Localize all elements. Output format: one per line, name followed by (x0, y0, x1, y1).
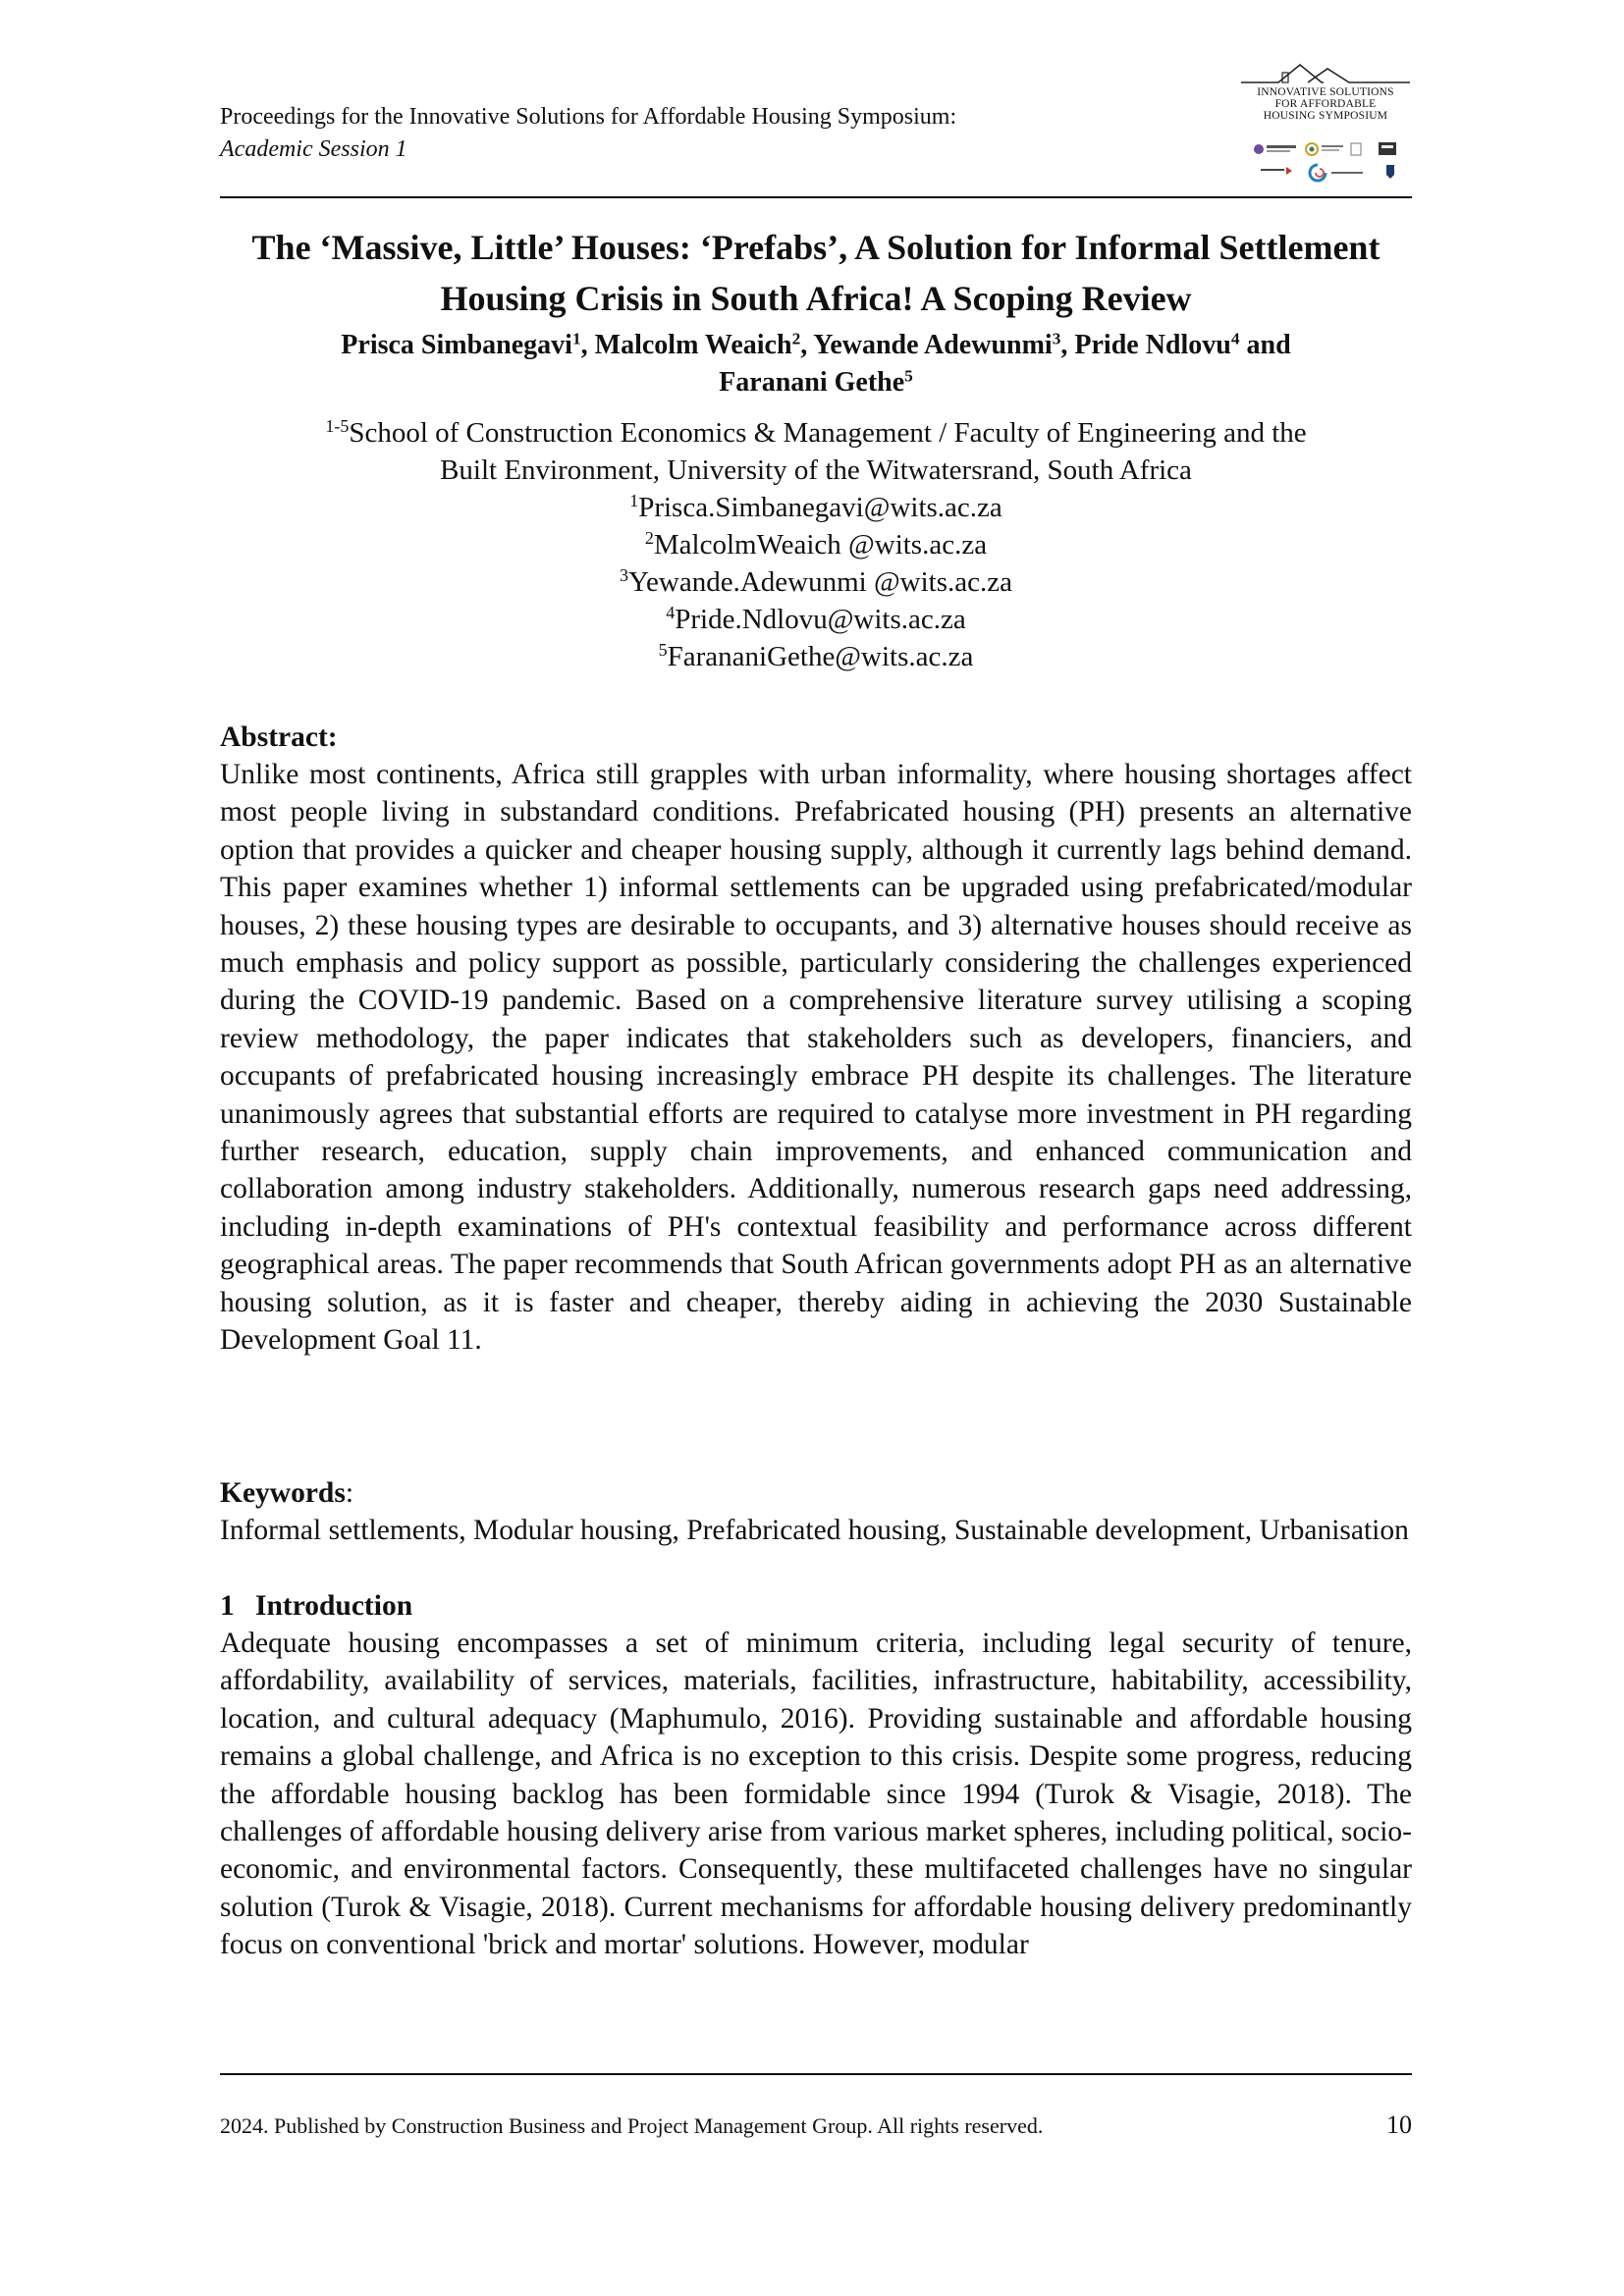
email-address[interactable]: Pride.Ndlovu@wits.ac.za (675, 604, 966, 635)
copyright-footer: 2024. Published by Construction Business and Project Management Group. All rights reserved. (220, 2113, 1044, 2138)
section-number: 1 (220, 1590, 235, 1622)
email-address[interactable]: MalcolmWeaich @wits.ac.za (653, 529, 988, 561)
logo-wordmark: INNOVATIVE SOLUTIONS FOR AFFORDABLE HOUSING SYMPOSIUM (1257, 86, 1394, 122)
keywords-heading: Keywords: (220, 1477, 354, 1509)
section-title: Introduction (255, 1590, 413, 1622)
symposium-logo (1239, 61, 1412, 187)
email-address[interactable]: Prisca.Simbanegavi@wits.ac.za (638, 492, 1002, 523)
sponsor-logos (1249, 139, 1406, 185)
introduction-text: Adequate housing encompasses a set of minimum criteria, including legal security of tenure, affordability, availability of services, materials, facilities, infrastructure, habitability, accessibility, location, and cultural adequacy (Maphumulo, 2016). Providing sustainable and affordable housing remains a global challenge, and Africa is no exception to this crisis. Despite some progress, reducing the affordable housing backlog has been formidable since 1994 (Turok & Visagie, 2018). The challenges of affordable housing delivery arise from various market spheres, including political, socio-economic, and environmental factors. Consequently, these multifaceted challenges have no singular solution (Turok & Visagie, 2018). Current mechanisms for affordable housing delivery predominantly focus on conventional 'brick and mortar' solutions. However, modular (220, 1628, 1412, 1961)
abstract-heading: Abstract: (220, 721, 338, 753)
author-name: Prisca Simbanegavi (341, 330, 572, 360)
author-name: Yewande Adewunmi (813, 330, 1053, 360)
running-header (220, 101, 956, 166)
email-address[interactable]: Yewande.Adewunmi @wits.ac.za (627, 566, 1012, 598)
author-list: Prisca Simbanegavi$^1$, Malcolm Weaich$^2$, Yewande Adewunmi$^3$, Pride Ndlovu$^4$ and Faranani Gethe$^5$ (341, 329, 1291, 398)
introduction-heading (220, 1587, 1412, 1625)
email-line: $^2$MalcolmWeaich @wits.ac.za (644, 528, 988, 561)
author-affiliation-mark: 3 (1052, 329, 1061, 348)
email-line: $^5$FarananiGethe@wits.ac.za (658, 640, 974, 672)
abstract-text: Unlike most continents, Africa still grapples with urban informality, where housing shortages affect most people living in substandard conditions. Prefabricated housing (PH) presents an alternative option that provides a quicker and cheaper housing supply, although it currently lags behind demand. This paper examines whether 1) informal settlements can be upgraded using prefabricated/modular houses, 2) these housing types are desirable to occupants, and 3) alternative houses should receive as much emphasis and policy support as possible, particularly considering the challenges experienced during the COVID-19 pandemic. Based on a comprehensive literature survey utilising a scoping review methodology, the paper indicates that stakeholders such as developers, financiers, and occupants of prefabricated housing increasingly embrace PH despite its challenges. The literature unanimously agrees that substantial efforts are required to catalyse more investment in PH regarding further research, education, supply chain improvements, and enhanced communication and collaboration among industry stakeholders. Additionally, numerous research gaps need addressing, including in-depth examinations of PH's contextual feasibility and performance across different geographical areas. The paper recommends that South African governments adopt PH as an alternative housing solution, as it is faster and cheaper, thereby aiding in achieving the 2030 Sustainable Development Goal 11. (220, 759, 1412, 1357)
author-name: Pride Ndlovu (1074, 330, 1231, 360)
author-affiliation-mark: 4 (1230, 329, 1240, 348)
session-label: Academic Session 1 (220, 136, 407, 162)
affiliation-block (220, 414, 1412, 675)
author-affiliation-mark: 2 (791, 329, 801, 348)
email-line: $^1$Prisca.Simbanegavi@wits.ac.za (629, 491, 1002, 523)
house-roof-icon (1239, 61, 1412, 86)
affiliation-line: $^{1-5}$School of Construction Economics & Management / Faculty of Engineering and the (325, 416, 1307, 449)
footer-rule (220, 2073, 1412, 2075)
email-line: $^4$Pride.Ndlovu@wits.ac.za (666, 603, 966, 635)
author-affiliation-mark: 1 (571, 329, 581, 348)
proceedings-title: Proceedings for the Innovative Solutions for Affordable Housing Symposium: (220, 104, 957, 130)
author-name: Faranani Gethe (719, 367, 905, 398)
author-name: Malcolm Weaich (594, 330, 792, 360)
paper-title: The ‘Massive, Little’ Houses: ‘Prefabs’, A Solution for Informal Settlement Housing Crisis in South Africa! A Scoping Review (251, 228, 1380, 318)
email-address[interactable]: FarananiGethe@wits.ac.za (667, 641, 974, 672)
keywords-text: Informal settlements, Modular housing, Prefabricated housing, Sustainable development, Urbanisation (220, 1515, 1409, 1546)
email-line: $^3$Yewande.Adewunmi @wits.ac.za (620, 565, 1012, 598)
page-number: 10 (1386, 2110, 1412, 2139)
header-rule (220, 196, 1412, 198)
affiliation-line: Built Environment, University of the Witwatersrand, South Africa (440, 454, 1192, 486)
author-affiliation-mark: 5 (904, 366, 913, 386)
